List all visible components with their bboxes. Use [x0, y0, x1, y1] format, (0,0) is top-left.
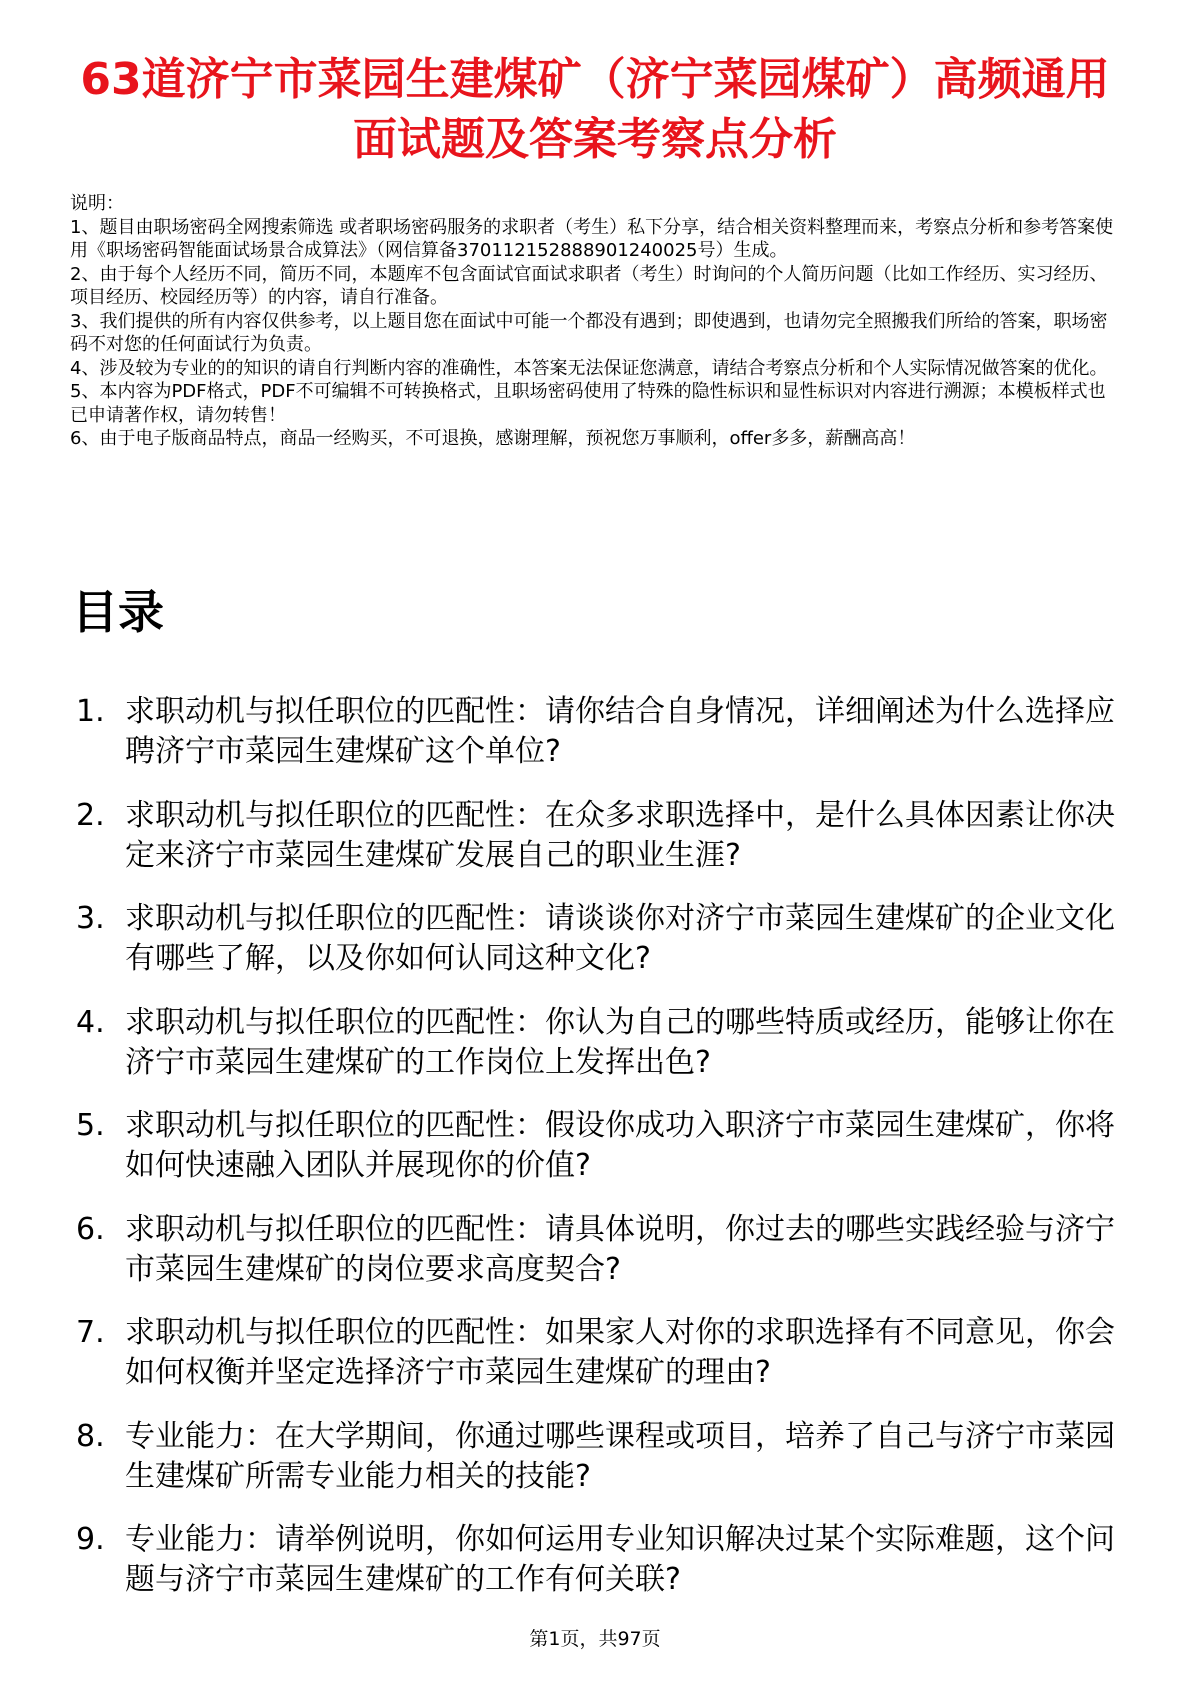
toc-item-number: 4.	[76, 1004, 105, 1040]
toc-item-text: 求职动机与拟任职位的匹配性：请具体说明，你过去的哪些实践经验与济宁市菜园生建煤矿的岗位要求高度契合?	[125, 1211, 1115, 1287]
toc-item-number: 8.	[76, 1418, 105, 1454]
toc-item-number: 1.	[76, 694, 105, 729]
page-title: 63道济宁市菜园生建煤矿（济宁菜园煤矿）高频通用面试题及答案考察点分析	[80, 54, 1110, 165]
note-item: 5、本内容为PDF格式，PDF不可编辑不可转换格式，且职场密码使用了特殊的隐性标识和显性标识对内容进行溯源；本模板样式也已申请著作权，请勿转售！	[70, 381, 1106, 426]
toc-item-number: 3.	[76, 901, 105, 936]
toc-item-text: 求职动机与拟任职位的匹配性：你认为自己的哪些特质或经历，能够让你在济宁市菜园生建煤矿的工作岗位上发挥出色?	[125, 1004, 1115, 1080]
toc-item-number: 5.	[76, 1108, 105, 1143]
toc-item[interactable]	[70, 1210, 1120, 1290]
toc-item-number: 7.	[76, 1315, 105, 1350]
toc-item-text: 专业能力：在大学期间，你通过哪些课程或项目，培养了自己与济宁市菜园生建煤矿所需专业能力相关的技能?	[125, 1418, 1115, 1494]
toc-item[interactable]	[70, 1313, 1120, 1393]
note-item: 1、题目由职场密码全网搜索筛选 或者职场密码服务的求职者（考生）私下分享，结合相关资料整理而来，考察点分析和参考答案使用《职场密码智能面试场景合成算法》（网信算备370112152888901240025号）生成。	[70, 216, 1114, 261]
note-item: 4、涉及较为专业的的知识的请自行判断内容的准确性，本答案无法保证您满意，请结合考察点分析和个人实际情况做答案的优化。	[70, 357, 1108, 379]
note-item: 2、由于每个人经历不同，简历不同，本题库不包含面试官面试求职者（考生）时询问的个人简历问题（比如工作经历、实习经历、项目经历、校园经历等）的内容，请自行准备。	[70, 263, 1108, 308]
note-heading: 说明：	[70, 193, 124, 214]
toc-item-text: 求职动机与拟任职位的匹配性：请谈谈你对济宁市菜园生建煤矿的企业文化有哪些了解，以及你如何认同这种文化?	[125, 901, 1115, 976]
page-number: 第1页，共97页	[529, 1628, 661, 1650]
toc-item-number: 9.	[76, 1522, 105, 1557]
note-item: 6、由于电子版商品特点，商品一经购买，不可退换，感谢理解，预祝您万事顺利，offer多多，薪酬高高！	[70, 428, 916, 449]
toc-item[interactable]	[70, 1520, 1120, 1600]
toc-item-text: 求职动机与拟任职位的匹配性：假设你成功入职济宁市菜园生建煤矿，你将如何快速融入团队并展现你的价值?	[125, 1108, 1115, 1183]
toc-item-text: 求职动机与拟任职位的匹配性：在众多求职选择中，是什么具体因素让你决定来济宁市菜园生建煤矿发展自己的职业生涯?	[125, 797, 1115, 873]
toc-item-number: 6.	[76, 1211, 105, 1247]
toc-item[interactable]	[70, 692, 1120, 772]
toc-heading: 目录	[72, 585, 164, 639]
toc-item-text: 求职动机与拟任职位的匹配性：请你结合自身情况，详细阐述为什么选择应聘济宁市菜园生建煤矿这个单位?	[125, 694, 1115, 769]
toc-item[interactable]	[70, 1417, 1120, 1497]
toc-item[interactable]	[70, 1003, 1120, 1083]
toc-item[interactable]	[70, 1106, 1120, 1186]
toc-item-text: 专业能力：请举例说明，你如何运用专业知识解决过某个实际难题，这个问题与济宁市菜园生建煤矿的工作有何关联?	[125, 1522, 1115, 1597]
disclaimer-notes	[70, 192, 1120, 451]
toc-item[interactable]	[70, 899, 1120, 979]
toc-item[interactable]	[70, 796, 1120, 876]
toc-item-number: 2.	[76, 797, 105, 833]
toc-item-text: 求职动机与拟任职位的匹配性：如果家人对你的求职选择有不同意见，你会如何权衡并坚定选择济宁市菜园生建煤矿的理由?	[125, 1315, 1115, 1390]
table-of-contents	[70, 692, 1120, 1624]
note-item: 3、我们提供的所有内容仅供参考，以上题目您在面试中可能一个都没有遇到；即使遇到，也请勿完全照搬我们所给的答案，职场密码不对您的任何面试行为负责。	[70, 310, 1108, 355]
